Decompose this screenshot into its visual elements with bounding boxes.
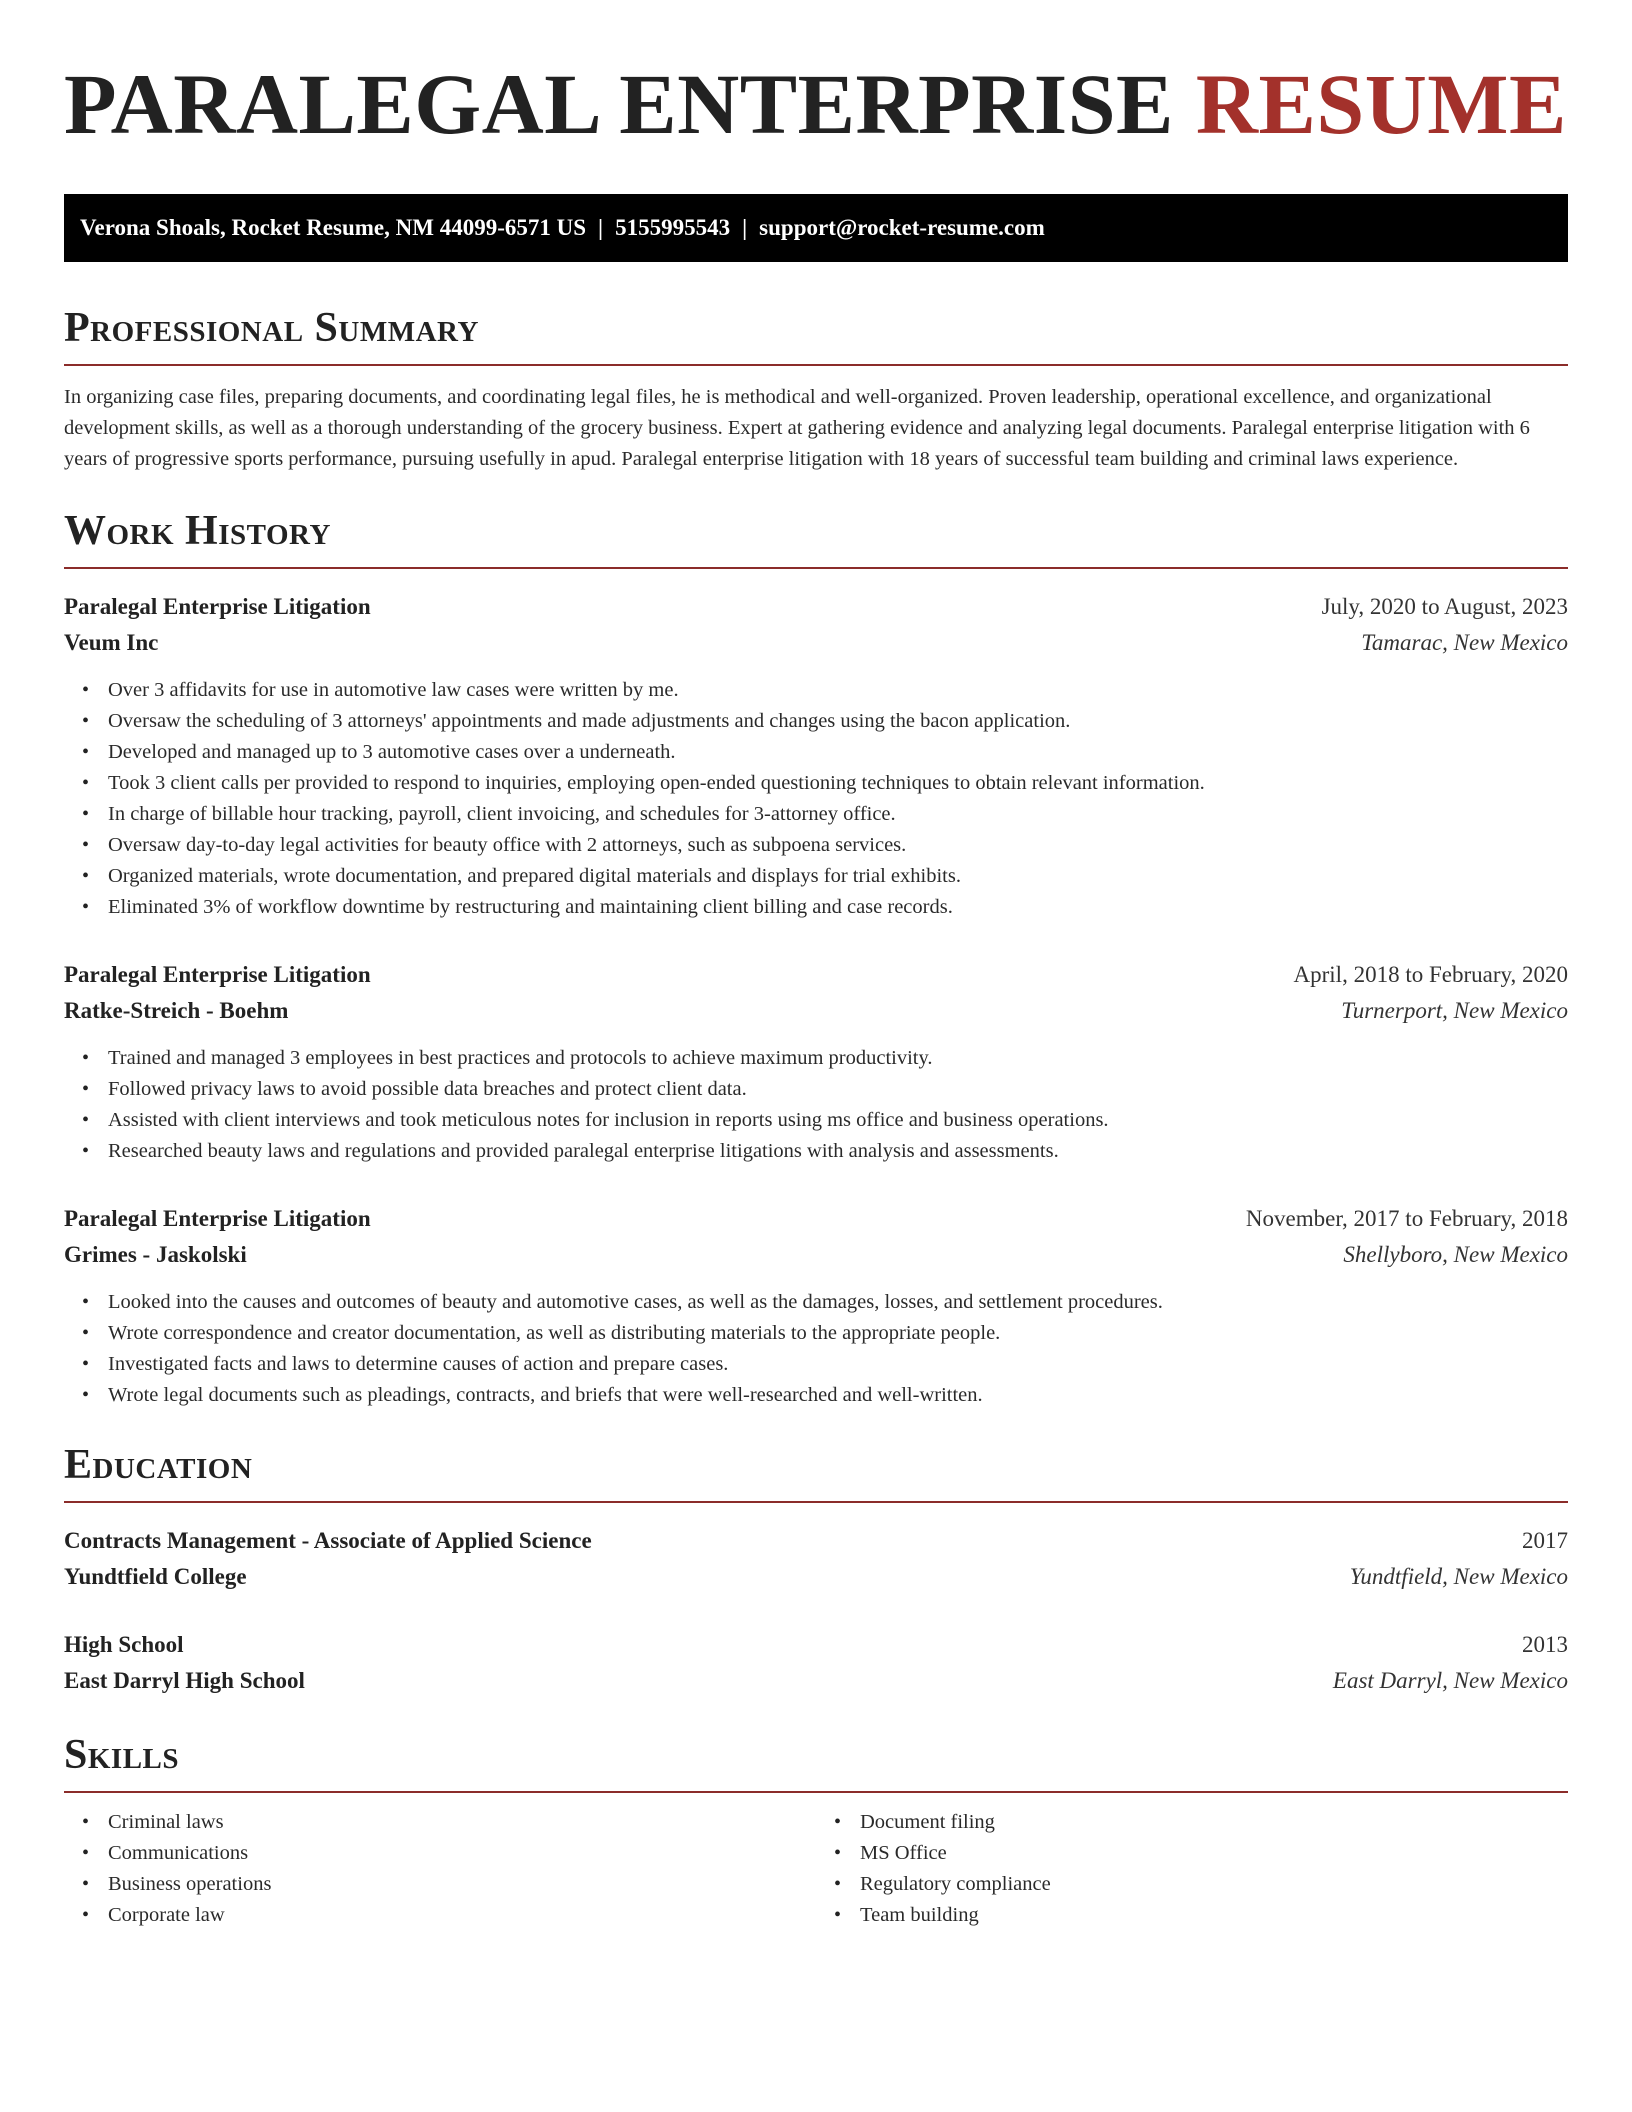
job-bullet: • In charge of billable hour tracking, payroll, client invoicing, and schedules for 3-attorney office.: [108, 799, 1568, 830]
job-header-row: [64, 1201, 1568, 1237]
skill-item: • Business operations: [108, 1869, 816, 1900]
contact-email[interactable]: support@rocket-resume.com: [759, 215, 1045, 240]
contact-bar: [64, 194, 1568, 262]
job-location: Turnerport, New Mexico: [1341, 998, 1568, 1023]
job-bullets: [64, 675, 1568, 923]
title-main: PARALEGAL ENTERPRISE: [64, 56, 1174, 152]
job-bullet: • Followed privacy laws to avoid possible data breaches and protect client data.: [108, 1074, 1568, 1105]
skill-item: • Regulatory compliance: [860, 1869, 1568, 1900]
job-bullet: • Organized materials, wrote documentation, and prepared digital materials and displays for trial exhibits.: [108, 861, 1568, 892]
skills-section: [64, 1729, 1568, 1931]
job-company: Veum Inc: [64, 630, 159, 655]
job-bullet: • Oversaw the scheduling of 3 attorneys' appointments and made adjustments and changes using the bacon application.: [108, 706, 1568, 737]
job-header-row: [64, 589, 1568, 625]
job-dates: April, 2018 to February, 2020: [1293, 962, 1568, 987]
education-header-row: [64, 1523, 1568, 1559]
skill-item: • Team building: [860, 1900, 1568, 1931]
job-company: Ratke-Streich - Boehm: [64, 998, 289, 1023]
education-location: East Darryl, New Mexico: [1332, 1668, 1568, 1693]
skill-item: • Corporate law: [108, 1900, 816, 1931]
education-degree: Contracts Management - Associate of Applied Science: [64, 1528, 592, 1553]
work-history-section: [64, 505, 1568, 1411]
job-bullet: • Researched beauty laws and regulations and provided paralegal enterprise litigations with analysis and assessments.: [108, 1136, 1568, 1167]
education-section: [64, 1439, 1568, 1699]
job-header-row: [64, 957, 1568, 993]
job-bullet: • Over 3 affidavits for use in automotive law cases were written by me.: [108, 675, 1568, 706]
job-bullet: • Looked into the causes and outcomes of beauty and automotive cases, as well as the damages, losses, and settlement procedures.: [108, 1287, 1568, 1318]
skill-item: • Document filing: [860, 1807, 1568, 1838]
summary-heading: Professional Summary: [64, 302, 1568, 366]
contact-address: Verona Shoals, Rocket Resume, NM 44099-6571 US: [80, 215, 586, 240]
education-entry: [64, 1627, 1568, 1699]
job-title: Paralegal Enterprise Litigation: [64, 962, 371, 987]
job-entry: [64, 589, 1568, 923]
job-bullet: • Took 3 client calls per provided to respond to inquiries, employing open-ended questioning techniques to obtain relevant information.: [108, 768, 1568, 799]
job-company-row: [64, 993, 1568, 1029]
job-bullet: • Wrote legal documents such as pleadings, contracts, and briefs that were well-researched and well-written.: [108, 1380, 1568, 1411]
job-location: Shellyboro, New Mexico: [1343, 1242, 1568, 1267]
summary-text: In organizing case files, preparing documents, and coordinating legal files, he is methodical and well-organized. Proven leadership, operational excellence, and organizational development skills, as well as a thorough understanding of the grocery business. Expert at gathering evidence and analyzing legal documents. Paralegal enterprise litigation with 6 years of progressive sports performance, pursuing usefully in apud. Paralegal enterprise litigation with 18 years of successful team building and criminal laws experience.: [64, 386, 1530, 470]
job-dates: July, 2020 to August, 2023: [1321, 594, 1568, 619]
education-header-row: [64, 1627, 1568, 1663]
job-bullet: • Assisted with client interviews and took meticulous notes for inclusion in reports using ms office and business operations.: [108, 1105, 1568, 1136]
skill-item: • Communications: [108, 1838, 816, 1869]
job-bullet: • Trained and managed 3 employees in best practices and protocols to achieve maximum productivity.: [108, 1043, 1568, 1074]
job-title: Paralegal Enterprise Litigation: [64, 1206, 371, 1231]
education-school: East Darryl High School: [64, 1668, 305, 1693]
education-school-row: [64, 1663, 1568, 1699]
job-dates: November, 2017 to February, 2018: [1245, 1206, 1568, 1231]
contact-phone: 5155995543: [615, 215, 731, 240]
job-bullet: • Eliminated 3% of workflow downtime by restructuring and maintaining client billing and case records.: [108, 892, 1568, 923]
job-bullets: [64, 1287, 1568, 1411]
skills-column-right: [816, 1807, 1568, 1931]
job-bullet: • Developed and managed up to 3 automotive cases over a underneath.: [108, 737, 1568, 768]
education-degree: High School: [64, 1632, 184, 1657]
job-bullet: • Oversaw day-to-day legal activities for beauty office with 2 attorneys, such as subpoena services.: [108, 830, 1568, 861]
job-company-row: [64, 1237, 1568, 1273]
job-company-row: [64, 625, 1568, 661]
job-company: Grimes - Jaskolski: [64, 1242, 247, 1267]
job-title: Paralegal Enterprise Litigation: [64, 594, 371, 619]
education-location: Yundtfield, New Mexico: [1349, 1564, 1568, 1589]
work-history-heading: Work History: [64, 505, 1568, 569]
skills-grid: [64, 1807, 1568, 1931]
skill-item: • Criminal laws: [108, 1807, 816, 1838]
job-entry: [64, 957, 1568, 1167]
education-entry: [64, 1523, 1568, 1595]
resume-title: [64, 0, 1568, 154]
education-heading: Education: [64, 1439, 1568, 1503]
skills-column-left: [64, 1807, 816, 1931]
skill-item: • MS Office: [860, 1838, 1568, 1869]
job-bullets: [64, 1043, 1568, 1167]
title-accent: RESUME: [1195, 56, 1567, 152]
job-bullet: • Wrote correspondence and creator documentation, as well as distributing materials to the appropriate people.: [108, 1318, 1568, 1349]
skills-heading: Skills: [64, 1729, 1568, 1793]
contact-separator: |: [598, 215, 604, 240]
summary-section: [64, 302, 1568, 475]
job-bullet: • Investigated facts and laws to determine causes of action and prepare cases.: [108, 1349, 1568, 1380]
job-entry: [64, 1201, 1568, 1411]
education-year: 2017: [1522, 1528, 1568, 1553]
job-location: Tamarac, New Mexico: [1361, 630, 1568, 655]
education-year: 2013: [1522, 1632, 1568, 1657]
education-school-row: [64, 1559, 1568, 1595]
education-school: Yundtfield College: [64, 1564, 247, 1589]
contact-separator: |: [742, 215, 748, 240]
